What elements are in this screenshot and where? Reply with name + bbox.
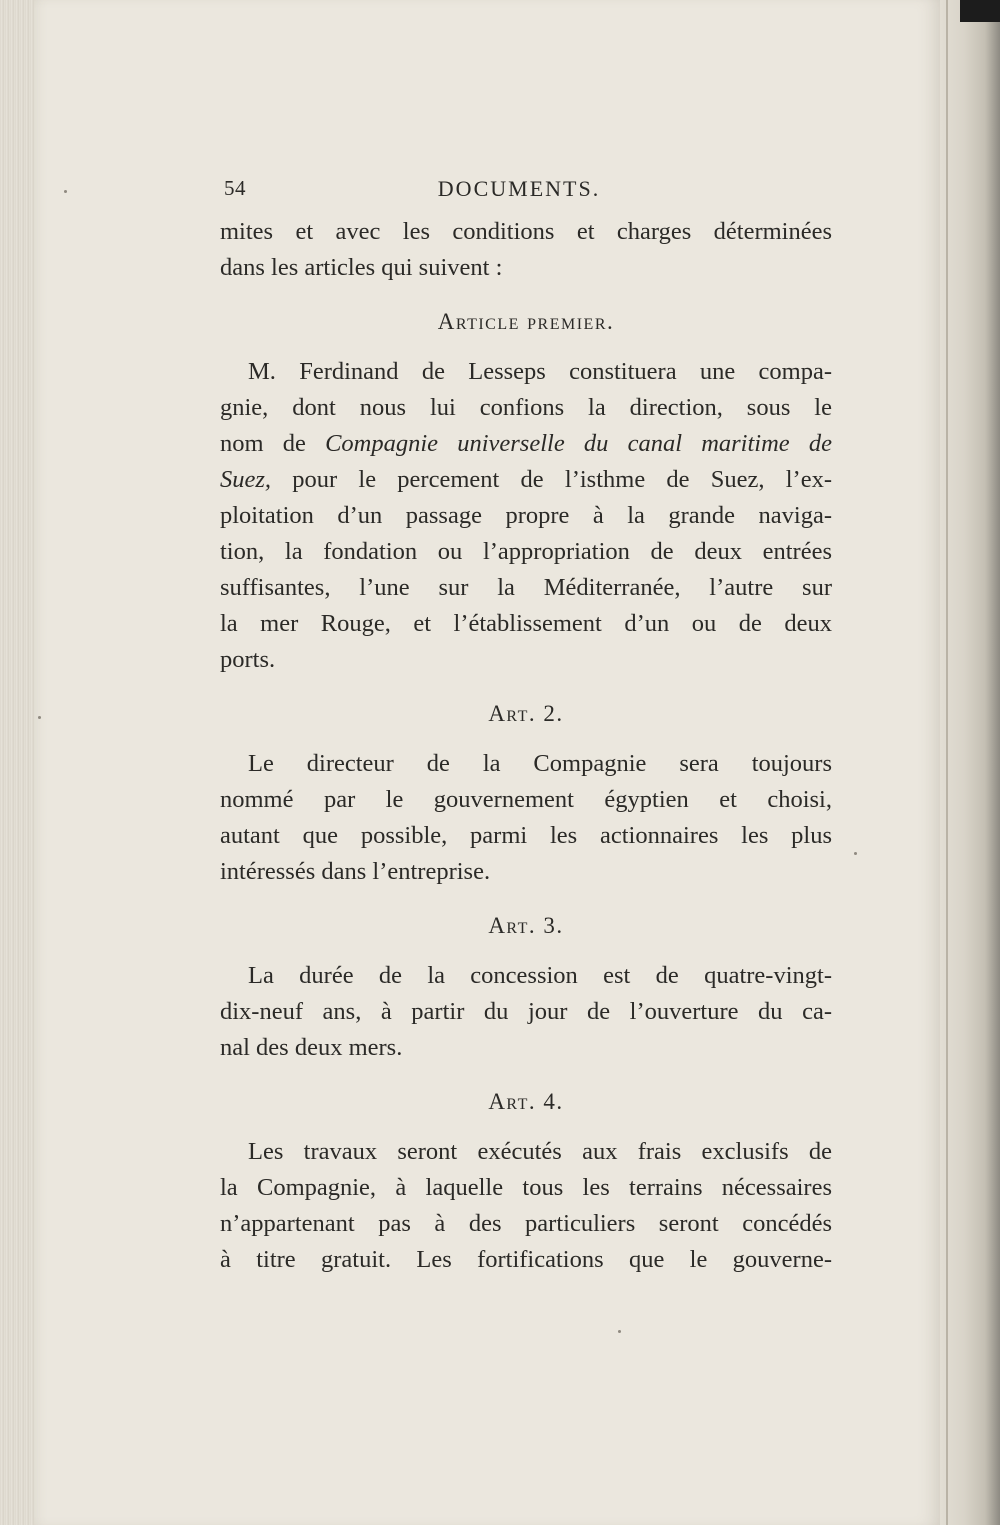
page-text [220,214,832,1278]
text-line: la mer Rouge, et l’établissement d’un ou de deux [220,610,832,637]
text-line: suffisantes, l’une sur la Méditerranée, l’autre sur [220,574,832,601]
running-title: DOCUMENTS. [437,176,601,201]
text-line: gnie, dont nous lui confions la direction, sous le [220,394,832,421]
text-fragment: nom de [220,430,326,457]
text-line: intéressés dans l’entreprise. [220,858,491,885]
text-line: autant que possible, parmi les actionnaires les plus [220,822,832,849]
page-number: 54 [224,176,246,200]
text-line: mites et avec les conditions et charges déterminées [220,218,832,245]
text-line: nommé par le gouvernement égyptien et choisi, [220,786,832,813]
text-line: Les travaux seront exécutés aux frais exclusifs de [248,1138,832,1165]
text-line: dix-neuf ans, à partir du jour de l’ouverture du ca- [220,998,832,1025]
text-line: dans les articles qui suivent : [220,254,503,281]
scan-corner [960,0,1000,22]
text-line: Le directeur de la Compagnie sera toujours [248,750,832,777]
paper-speck [618,1330,621,1333]
text-line: nal des deux mers. [220,1034,403,1061]
paper-speck [64,190,67,193]
text-line: ploitation d’un passage propre à la grande naviga- [220,502,832,529]
italic-company-name: Compagnie universelle du canal maritime de [325,430,832,457]
binding-gutter [940,0,1000,1525]
paper-speck [38,716,41,719]
page-stack-edge [0,0,35,1525]
text-line [220,462,832,498]
article-heading: Art. 4. [488,1089,564,1114]
text-line: à titre gratuit. Les fortifications que le gouverne- [220,1246,832,1273]
text-line: la Compagnie, à laquelle tous les terrains nécessaires [220,1174,832,1201]
text-line: tion, la fondation ou l’appropriation de deux entrées [220,538,832,565]
text-line: n’appartenant pas à des particuliers seront concédés [220,1210,832,1237]
text-line: ports. [220,646,276,673]
article-heading: Art. 3. [488,913,564,938]
running-header [224,176,814,210]
paper-speck [854,852,857,855]
italic-company-name: Suez, [220,466,272,493]
article-heading: Article premier. [437,309,615,334]
text-line [220,426,832,462]
article-heading: Art. 2. [488,701,564,726]
text-fragment: pour le percement de l’isthme de Suez, l’ex- [271,466,832,493]
text-line: La durée de la concession est de quatre-vingt- [248,962,832,989]
text-line: M. Ferdinand de Lesseps constituera une compa- [248,358,832,385]
